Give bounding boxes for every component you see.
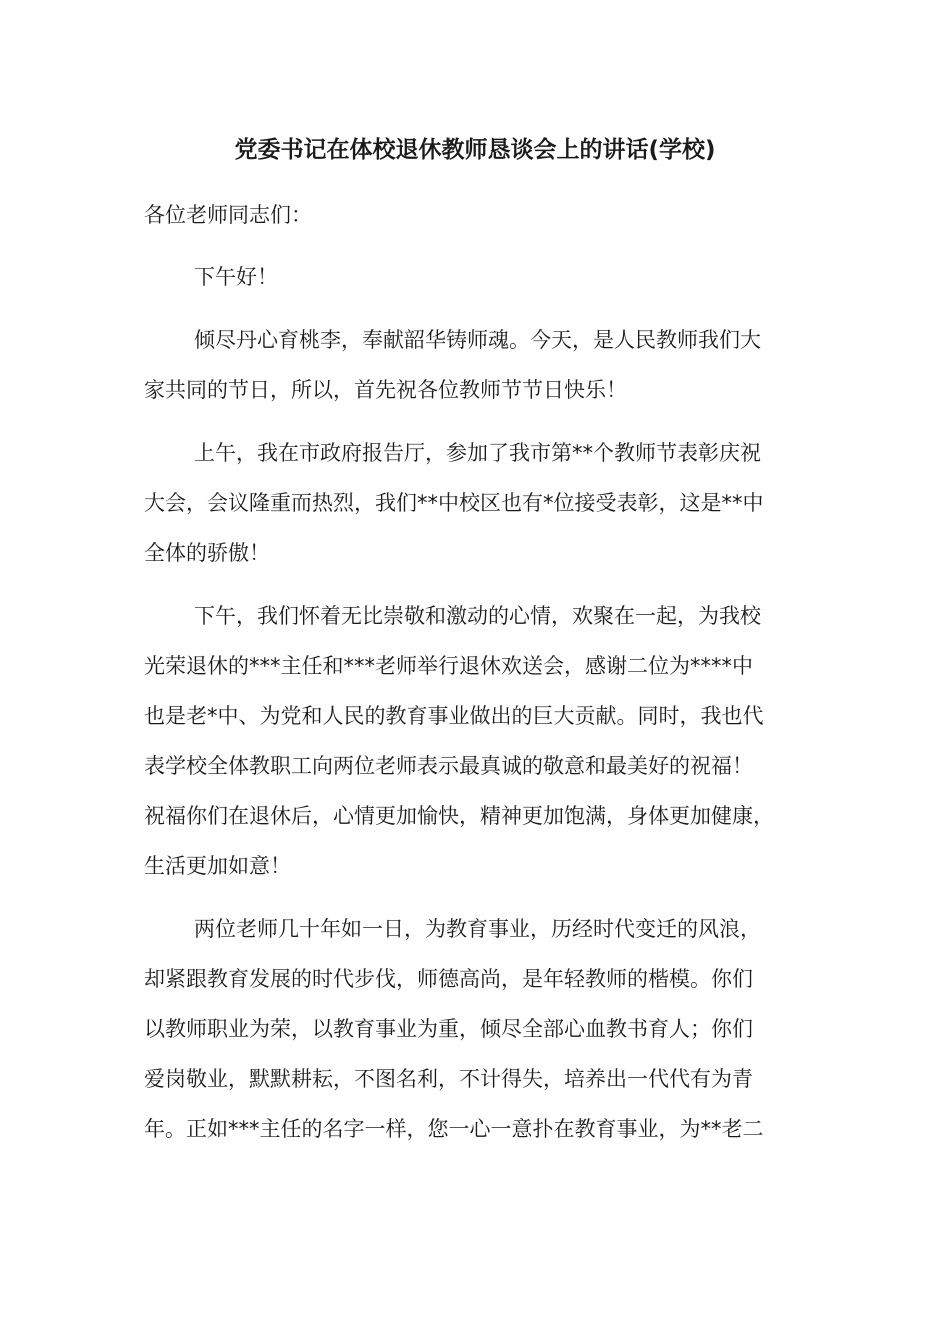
paragraph-2-line-2: 大会，会议隆重而热烈，我们**中校区也有*位接受表彰，这是**中 <box>144 491 764 515</box>
paragraph-2-line-3: 全体的骄傲！ <box>144 541 270 565</box>
paragraph-3-line-6: 生活更加如意！ <box>144 854 291 878</box>
paragraph-4-line-4: 爱岗敬业，默默耕耘，不图名利，不计得失，培养出一代代有为青 <box>144 1067 753 1091</box>
paragraph-3-line-4: 表学校全体教职工向两位老师表示最真诚的敬意和最美好的祝福！ <box>144 754 753 778</box>
paragraph-1-line-2: 家共同的节日，所以，首先祝各位教师节节日快乐！ <box>144 378 627 402</box>
paragraph-3-line-1: 下午，我们怀着无比崇敬和激动的心情，欢聚在一起，为我校 <box>194 604 761 628</box>
paragraph-4-line-5: 年。正如***主任的名字一样，您一心一意扑在教育事业，为**老二 <box>144 1117 764 1141</box>
paragraph-4-line-1: 两位老师几十年如一日，为教育事业，历经时代变迁的风浪， <box>194 917 761 941</box>
greeting: 下午好！ <box>194 265 278 289</box>
paragraph-4-line-2: 却紧跟教育发展的时代步伐，师德高尚，是年轻教师的楷模。你们 <box>144 967 753 991</box>
paragraph-3-line-2: 光荣退休的***主任和***老师举行退休欢送会，感谢二位为****中 <box>144 654 753 678</box>
salutation: 各位老师同志们： <box>144 203 312 227</box>
paragraph-3-line-3: 也是老*中、为党和人民的教育事业做出的巨大贡献。同时，我也代 <box>144 704 764 728</box>
paragraph-3-line-5: 祝福你们在退休后，心情更加愉快，精神更加饱满，身体更加健康， <box>144 804 774 828</box>
document-title: 党委书记在体校退休教师恳谈会上的讲话(学校) <box>234 137 716 163</box>
paragraph-1-line-1: 倾尽丹心育桃李，奉献韶华铸师魂。今天，是人民教师我们大 <box>194 328 761 352</box>
paragraph-2-line-1: 上午，我在市政府报告厅，参加了我市第**个教师节表彰庆祝 <box>194 441 761 465</box>
paragraph-4-line-3: 以教师职业为荣，以教育事业为重，倾尽全部心血教书育人；你们 <box>144 1017 753 1041</box>
